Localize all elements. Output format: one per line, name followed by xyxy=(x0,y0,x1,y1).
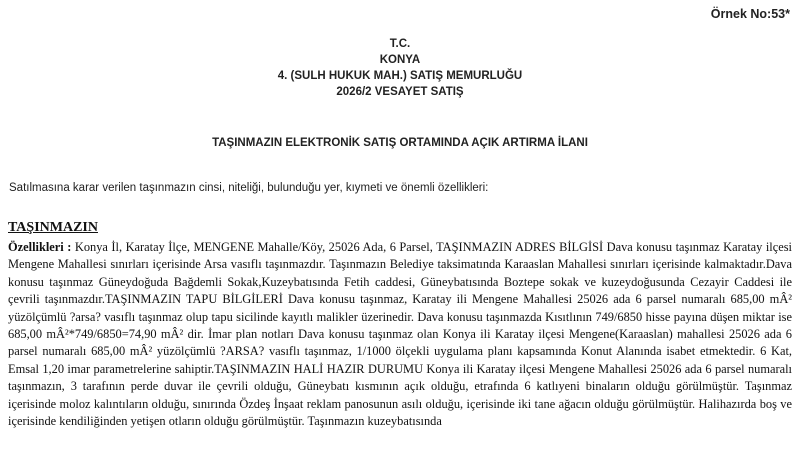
header-line-tc: T.C. xyxy=(389,38,411,50)
document-header xyxy=(0,36,800,100)
announcement-title: TAŞINMAZIN ELEKTRONİK SATIŞ ORTAMINDA AÇIK ARTIRMA İLANI xyxy=(212,137,588,149)
header-line-file-number: 2026/2 VESAYET SATIŞ xyxy=(336,86,464,98)
features-text: Konya İl, Karatay İlçe, MENGENE Mahalle/Köy, 25026 Ada, 6 Parsel, TAŞINMAZIN ADRES BİLGİSİ Dava konusu taşınmaz Karatay ilçesi Mengene Mahallesi sınırları içerisinde Arsa vasıflı taşınmazdır. Taşınmazın Belediye taksimatında Karaaslan Mahallesi sınırları içerisinde kalmaktadır.Dava konusu taşınmaz Güneydoğuda Bağdemli Sokak,Kuzeybatısında Fetih caddesi, Güneybatısında Boztepe sokak ve kuzeydoğusunda Cezayir Caddesi ile çevrili taşınmazdır.TAŞINMAZIN TAPU BİLGİLERİ Dava konusu taşınmaz, Karatay ili Mengene Mahallesi 25026 ada 6 parsel numaralı 685,00 mÂ² yüzölçümlü ?arsa? vasıflı taşınmaz olup tapu sicilinde kayıtlı malikler üzerinedir. Dava konusu taşınmazda Kısıtlının 749/6850 hisse payına düşen miktar ise 685,00 mÂ²*749/6850=74,90 mÂ² dir. İmar plan notları Dava konusu taşınmaz olan Konya ili Karatay ilçesi Mengene(Karaaslan) mahallesi 25026 ada 6 parsel numaralı 685,00 mÂ² yüzölçümlü ?ARSA? vasıflı taşınmaz, 1/1000 ölçekli uygulama planı kapsamında Konut Alanında isabet etmektedir. 6 Kat, Emsal 1,20 imar parametrelerine sahiptir.TAŞINMAZIN HALİ HAZIR DURUMU Konya ili Karatay ilçesi Mengene Mahallesi 25026 ada 6 parsel numaralı taşınmazın, 3 tarafının perde duvar ile çevrili olduğu, Güneybatı kısmının açık olduğu, etrafında 6 katlıyeni binaların olduğu görülmüştür. Taşınmaz içerisinde moloz kalıntıların olduğu, sınırında Özdeş İnşaat reklam panosunun asılı olduğu, içerisinde iki tane ağacın olduğu görülmüştür. Halihazırda boş ve içerisinde kendiliğinden yetişen otların olduğu görülmüştür. Taşınmazın kuzeybatısında xyxy=(8,240,792,429)
header-line-city: KONYA xyxy=(379,54,421,66)
sample-number: Örnek No:53* xyxy=(710,7,790,21)
header-line-office: 4. (SULH HUKUK MAH.) SATIŞ MEMURLUĞU xyxy=(277,70,523,82)
section-heading: TAŞINMAZIN xyxy=(8,220,98,235)
intro-paragraph: Satılmasına karar verilen taşınmazın cinsi, niteliği, bulunduğu yer, kıymeti ve önemli özellikleri: xyxy=(9,182,489,194)
features-label: Özellikleri : xyxy=(8,240,72,254)
features-paragraph xyxy=(8,239,792,430)
